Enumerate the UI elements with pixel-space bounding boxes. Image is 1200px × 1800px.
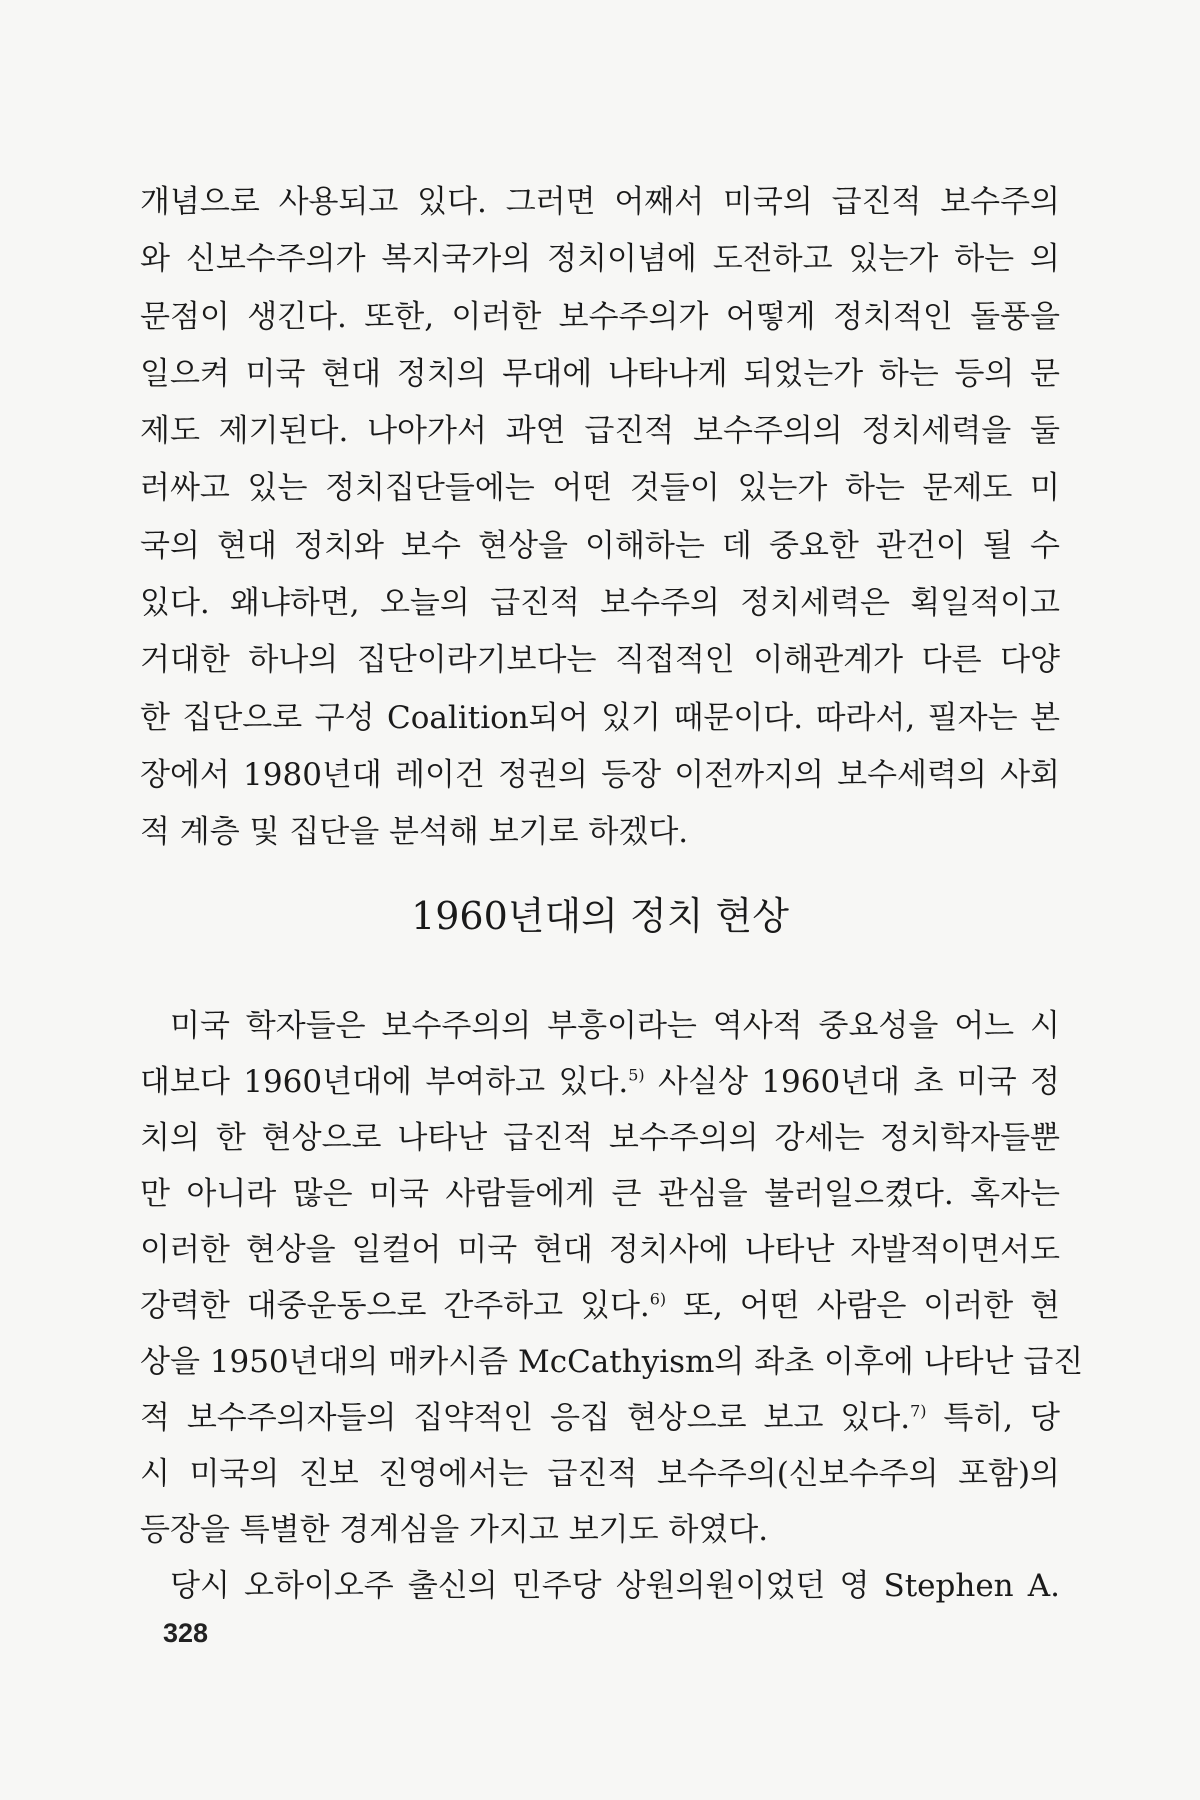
paragraph-line: 있다. 왜냐하면, 오늘의 급진적 보수주의 정치세력은 획일적이고 [140, 585, 1060, 622]
line-text: 미국 학자들은 보수주의의 부흥이라는 역사적 중요성을 어느 시 [170, 1008, 1060, 1044]
line-text: 적 보수주의자들의 집약적인 응집 현상으로 보고 있다. [140, 1400, 911, 1436]
line-text-after: 특히, 당 [926, 1400, 1060, 1436]
page-number: 328 [163, 1618, 209, 1648]
line-text-after: 사실상 1960년대 초 미국 정 [644, 1064, 1060, 1100]
paragraph-line: 거대한 하나의 집단이라기보다는 직접적인 이해관계가 다른 다양 [140, 642, 1060, 679]
line-text: 이러한 현상을 일컬어 미국 현대 정치사에 나타난 자발적이면서도 [140, 1232, 1060, 1268]
paragraph-line: 문점이 생긴다. 또한, 이러한 보수주의가 어떻게 정치적인 돌풍을 [140, 298, 1060, 335]
paragraph-line: 제도 제기된다. 나아가서 과연 급진적 보수주의의 정치세력을 둘 [140, 413, 1060, 450]
paragraph-line [140, 1278, 1060, 1334]
line-text: 시 미국의 진보 진영에서는 급진적 보수주의(신보수주의 포함)의 [140, 1456, 1060, 1492]
paragraph-line: 개념으로 사용되고 있다. 그러면 어째서 미국의 급진적 보수주의 [140, 184, 1060, 220]
paragraph-line: 한 집단으로 구성 Coalition되어 있기 때문이다. 따라서, 필자는 본 [140, 699, 1060, 736]
top-paragraph [140, 174, 1060, 862]
footnote-marker: 7) [910, 1401, 927, 1421]
paragraph-line: 러싸고 있는 정치집단들에는 어떤 것들이 있는가 하는 문제도 미 [140, 470, 1060, 507]
paragraph-line [140, 1558, 1060, 1614]
line-text: 강력한 대중운동으로 간주하고 있다. [140, 1288, 650, 1324]
section-heading: 1960년대의 정치 현상 [411, 894, 789, 938]
paragraph-line [140, 1166, 1060, 1222]
paragraph-line [140, 1110, 1060, 1166]
line-text: 치의 한 현상으로 나타난 급진적 보수주의의 강세는 정치학자들뿐 [140, 1120, 1060, 1156]
line-text: 당시 오하이오주 출신의 민주당 상원의원이었던 영 Stephen A. [170, 1568, 1060, 1604]
paragraph-line: 장에서 1980년대 레이건 정권의 등장 이전까지의 보수세력의 사회 [140, 756, 1060, 793]
line-text: 상을 1950년대의 매카시즘 McCathyism의 좌초 이후에 나타난 급진 [140, 1344, 1084, 1380]
paragraph-line [140, 998, 1060, 1054]
paragraph-line [140, 1390, 1060, 1446]
paragraph-line [140, 1334, 1084, 1390]
paragraph-line [140, 1222, 1060, 1278]
line-text: 대보다 1960년대에 부여하고 있다. [140, 1064, 629, 1100]
paragraph-line: 국의 현대 정치와 보수 현상을 이해하는 데 중요한 관건이 될 수 [140, 527, 1060, 564]
footnote-marker: 5) [628, 1065, 645, 1085]
line-text: 만 아니라 많은 미국 사람들에게 큰 관심을 불러일으켰다. 혹자는 [140, 1176, 1060, 1212]
line-text: 등장을 특별한 경계심을 가지고 보기도 하였다. [140, 1512, 769, 1548]
paragraph-line: 와 신보수주의가 복지국가의 정치이념에 도전하고 있는가 하는 의 [140, 241, 1060, 278]
paragraph-line: 일으켜 미국 현대 정치의 무대에 나타나게 되었는가 하는 등의 문 [140, 355, 1060, 392]
paragraph-line: 적 계층 및 집단을 분석해 보기로 하겠다. [140, 814, 689, 851]
footnote-marker: 6) [649, 1289, 667, 1309]
bottom-paragraph [140, 998, 1084, 1614]
paragraph-line [140, 1054, 1060, 1110]
paragraph-line [140, 1446, 1060, 1502]
line-text-after: 또, 어떤 사람은 이러한 현 [666, 1288, 1060, 1324]
paragraph-line [140, 1502, 1060, 1558]
